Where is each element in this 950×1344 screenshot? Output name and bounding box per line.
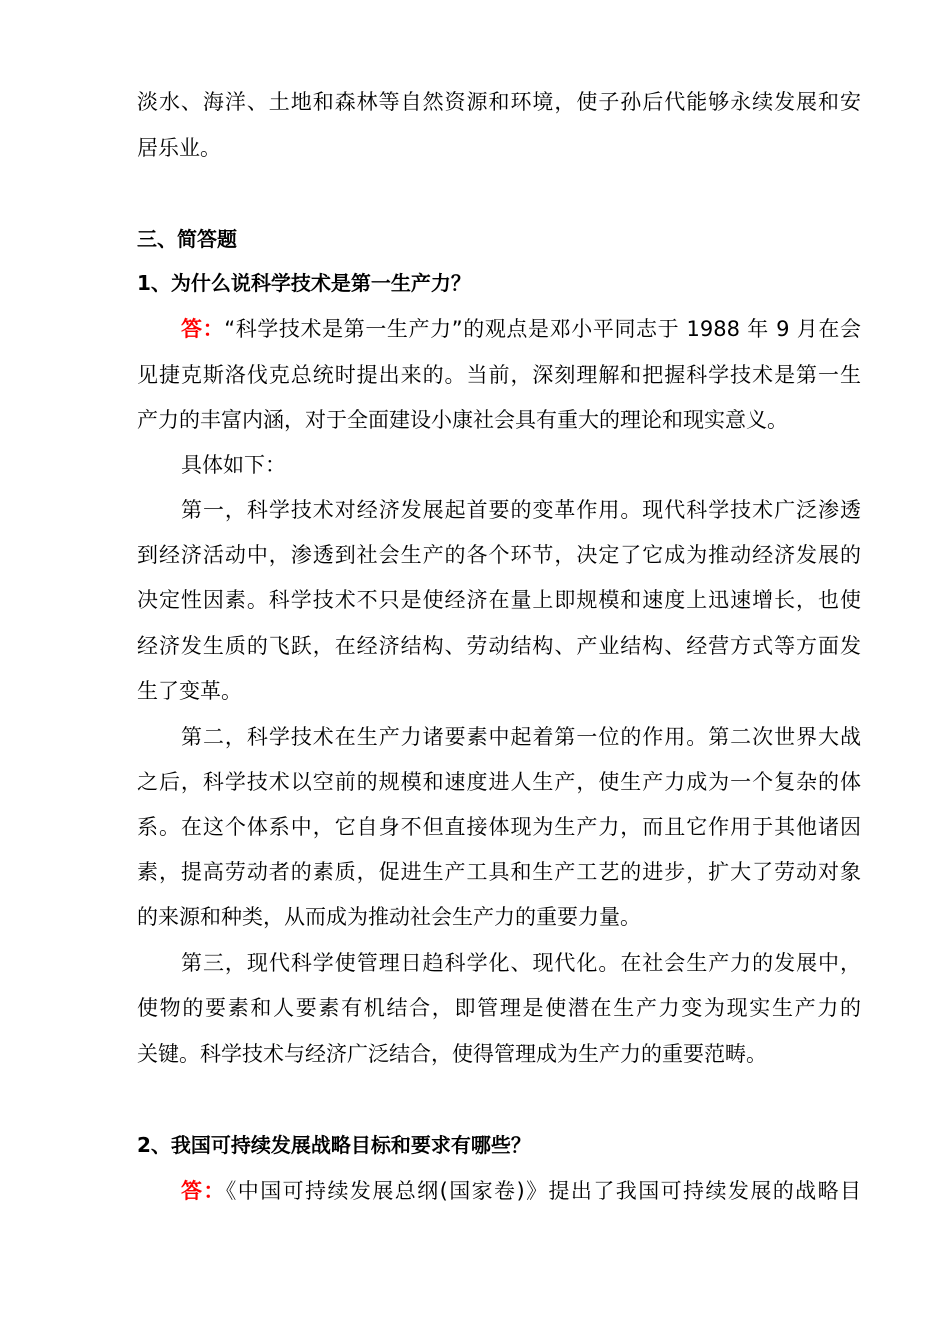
answer-text: 《中国可持续发展总纲(国家卷)》提出了我国可持续发展的战略目 — [225, 1179, 862, 1203]
paragraph-line: 生了变革。 — [137, 679, 242, 703]
answer-1-first-line — [181, 314, 861, 344]
answer-label: 答： — [181, 317, 225, 341]
paragraph-line: 淡水、海洋、土地和森林等自然资源和环境，使子孙后代能够永续发展和安 — [137, 90, 861, 114]
section-title: 三、简答题 — [137, 227, 237, 251]
answer-2-first-line — [181, 1176, 861, 1206]
paragraph-line: 的来源和种类，从而成为推动社会生产力的重要力量。 — [137, 905, 641, 929]
paragraph-line: 决定性因素。科学技术不只是使经济在量上即规模和速度上迅速增长，也使 — [137, 588, 861, 612]
paragraph-line: 到经济活动中，渗透到社会生产的各个环节，决定了它成为推动经济发展的 — [137, 543, 861, 567]
paragraph-line: 使物的要素和人要素有机结合，即管理是使潜在生产力变为现实生产力的 — [137, 996, 861, 1020]
paragraph-line: 见捷克斯洛伐克总统时提出来的。当前，深刻理解和把握科学技术是第一生 — [137, 363, 861, 387]
question-2-title: 2、我国可持续发展战略目标和要求有哪些？ — [137, 1133, 531, 1157]
answer-label: 答： — [181, 1179, 226, 1203]
paragraph-line: 之后，科学技术以空前的规模和速度进人生产，使生产力成为一个复杂的体 — [137, 770, 861, 794]
paragraph-line: 居乐业。 — [137, 136, 221, 160]
answer-text: “科学技术是第一生产力”的观点是邓小平同志于 1988 年 9 月在会 — [224, 317, 862, 341]
paragraph-line: 经济发生质的飞跃，在经济结构、劳动结构、产业结构、经营方式等方面发 — [137, 634, 861, 658]
paragraph-line: 第一，科学技术对经济发展起首要的变革作用。现代科学技术广泛渗透 — [181, 498, 861, 522]
question-1-title: 1、为什么说科学技术是第一生产力？ — [137, 271, 471, 295]
paragraph-line: 具体如下： — [181, 453, 286, 477]
paragraph-line: 关键。科学技术与经济广泛结合，使得管理成为生产力的重要范畴。 — [137, 1042, 767, 1066]
paragraph-line: 系。在这个体系中，它自身不但直接体现为生产力，而且它作用于其他诸因 — [137, 815, 861, 839]
paragraph-line: 产力的丰富内涵，对于全面建设小康社会具有重大的理论和现实意义。 — [137, 408, 788, 432]
paragraph-line: 第三，现代科学使管理日趋科学化、现代化。在社会生产力的发展中， — [181, 951, 861, 975]
paragraph-line: 素，提高劳动者的素质，促进生产工具和生产工艺的进步，扩大了劳动对象 — [137, 860, 861, 884]
paragraph-line: 第二，科学技术在生产力诸要素中起着第一位的作用。第二次世界大战 — [181, 725, 861, 749]
